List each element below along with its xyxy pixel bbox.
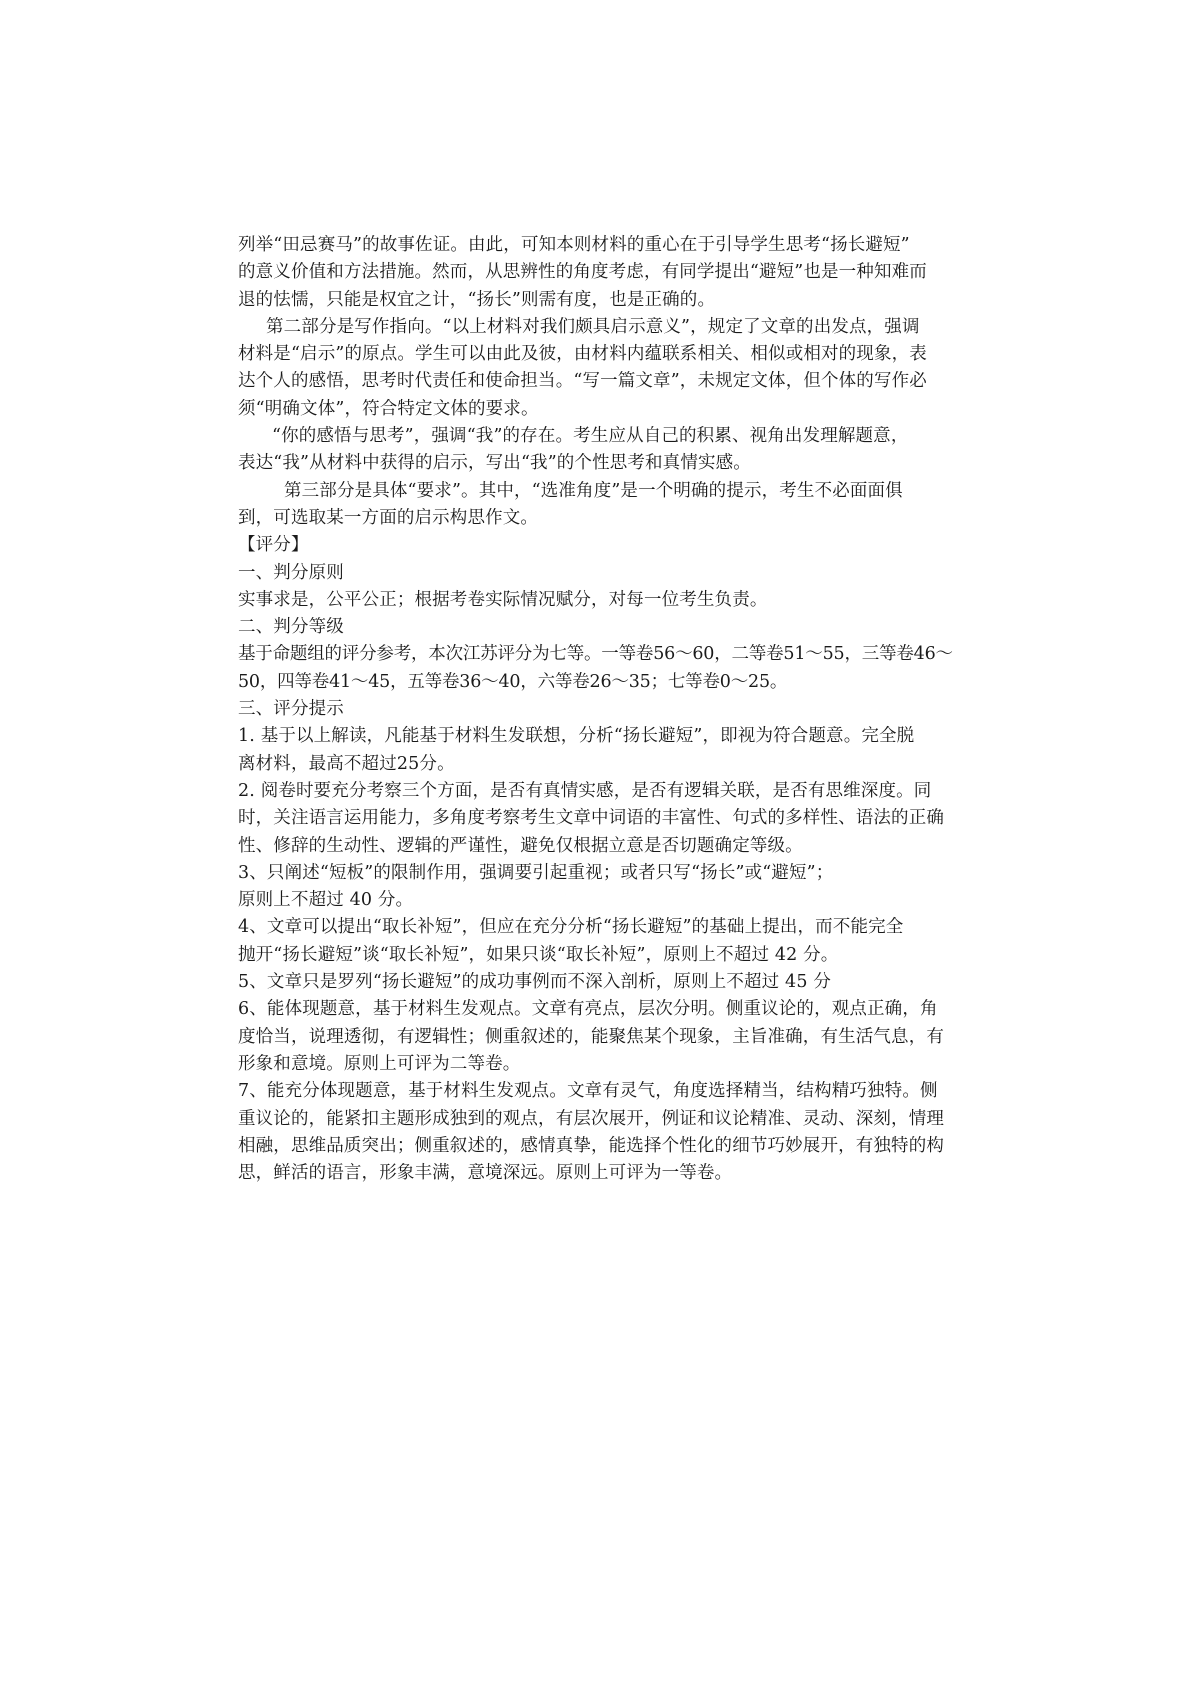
section-heading: 【评分】 [238, 535, 309, 556]
subsection-heading: 一、判分原则 [238, 562, 344, 583]
text-line: 表达“我”从材料中获得的启示，写出“我”的个性思考和真情实感。 [238, 453, 751, 474]
text-line: 达个人的感悟，思考时代责任和使命担当。“写一篇文章”，未规定文体，但个体的写作必 [238, 371, 927, 392]
text-line: 的意义价值和方法措施。然而，从思辨性的角度考虑，有同学提出“避短”也是一种知难而 [238, 262, 927, 283]
text-line: 50，四等卷41～45，五等卷36～40，六等卷26～35；七等卷0～25。 [238, 671, 788, 692]
text-line: 第二部分是写作指向。“以上材料对我们颇具启示意义”，规定了文章的出发点，强调 [266, 316, 920, 337]
text-line: 退的怯懦，只能是权宜之计，“扬长”则需有度，也是正确的。 [238, 289, 716, 310]
text-line: “你的感悟与思考”，强调“我”的存在。考生应从自己的积累、视角出发理解题意， [272, 426, 909, 447]
text-line: 实事求是，公平公正；根据考卷实际情况赋分，对每一位考生负责。 [238, 589, 768, 610]
text-line: 2. 阅卷时要充分考察三个方面，是否有真情实感，是否有逻辑关联，是否有思维深度。同 [238, 780, 932, 801]
text-line: 到，可选取某一方面的启示构思作文。 [238, 507, 539, 528]
text-line: 基于命题组的评分参考，本次江苏评分为七等。一等卷56～60，二等卷51～55，三等卷46～ [238, 644, 953, 665]
text-line: 第三部分是具体“要求”。其中，“选准角度”是一个明确的提示，考生不必面面俱 [284, 480, 903, 501]
text-line: 离材料，最高不超过25分。 [238, 753, 455, 774]
text-line: 重议论的，能紧扣主题形成独到的观点，有层次展开，例证和议论精准、灵动、深刻，情理 [238, 1108, 944, 1129]
text-line: 7、能充分体现题意，基于材料生发观点。文章有灵气，角度选择精当，结构精巧独特。侧 [238, 1081, 938, 1102]
document-page [238, 232, 962, 1187]
text-line: 4、文章可以提出“取长补短”，但应在充分分析“扬长避短”的基础上提出，而不能完全 [238, 917, 904, 938]
text-line: 性、修辞的生动性、逻辑的严谨性，避免仅根据立意是否切题确定等级。 [238, 835, 803, 856]
text-line: 1. 基于以上解读，凡能基于材料生发联想，分析“扬长避短”，即视为符合题意。完全脱 [238, 726, 915, 747]
text-line: 3、只阐述“短板”的限制作用，强调要引起重视；或者只写“扬长”或“避短”； [238, 862, 834, 883]
subsection-heading: 二、判分等级 [238, 617, 344, 638]
text-line: 须“明确文体”，符合特定文体的要求。 [238, 398, 539, 419]
text-line: 原则上不超过 40 分。 [238, 890, 414, 911]
text-line: 5、文章只是罗列“扬长避短”的成功事例而不深入剖析，原则上不超过 45 分 [238, 972, 831, 993]
text-line: 思，鲜活的语言，形象丰满，意境深远。原则上可评为一等卷。 [238, 1163, 733, 1184]
text-line: 时，关注语言运用能力，多角度考察考生文章中词语的丰富性、句式的多样性、语法的正确 [238, 808, 944, 829]
text-line: 材料是“启示”的原点。学生可以由此及彼，由材料内蕴联系相关、相似或相对的现象，表 [238, 344, 927, 365]
text-line: 抛开“扬长避短”谈“取长补短”，如果只谈“取长补短”，原则上不超过 42 分。 [238, 944, 839, 965]
text-line: 形象和意境。原则上可评为二等卷。 [238, 1053, 521, 1074]
text-line: 列举“田忌赛马”的故事佐证。由此，可知本则材料的重心在于引导学生思考“扬长避短” [238, 235, 910, 255]
text-line: 6、能体现题意，基于材料生发观点。文章有亮点，层次分明。侧重议论的，观点正确，角 [238, 999, 938, 1020]
subsection-heading: 三、评分提示 [238, 699, 344, 720]
text-line: 相融，思维品质突出；侧重叙述的，感情真挚，能选择个性化的细节巧妙展开，有独特的构 [238, 1135, 944, 1156]
text-line: 度恰当，说理透彻，有逻辑性；侧重叙述的，能聚焦某个现象，主旨准确，有生活气息，有 [238, 1026, 944, 1047]
